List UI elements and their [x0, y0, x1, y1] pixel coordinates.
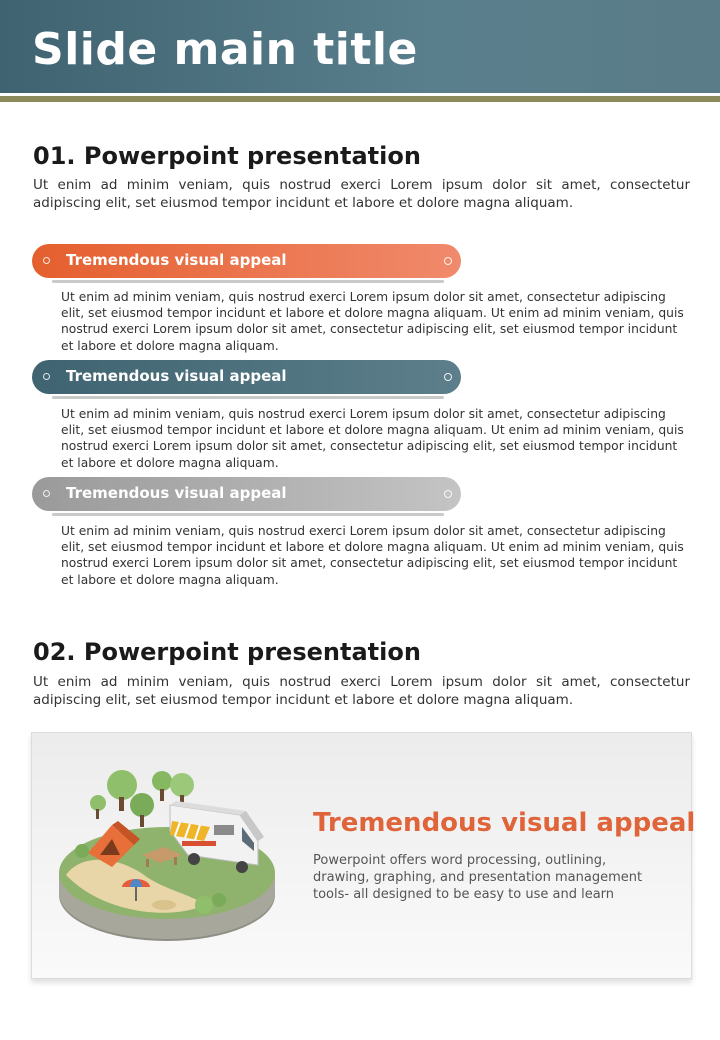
camping-rv-island-illustration [54, 755, 304, 945]
item-2-body: Ut enim ad minim veniam, quis nostrud exerci Lorem ipsum dolor sit amet, consectetur adipiscing elit, set eiusmod tempor incidunt et labore et dolore magna aliquam. Ut enim ad minim veniam, quis nostrud exerci Lorem ipsum dolor sit amet, consectetur adipiscing elit, set eiusmod tempor incidunt et labore et dolore magna aliquam. [61, 407, 684, 470]
section-1-body: Ut enim ad minim veniam, quis nostrud exerci Lorem ipsum dolor sit amet, consectetur adipiscing elit, set eiusmod tempor incidunt et labore et dolore magna aliquam. [33, 177, 690, 211]
item-3-label: Tremendous visual appeal [66, 484, 287, 502]
card-body: Powerpoint offers word processing, outlining, drawing, graphing, and presentation management tools- all designed to be easy to use and learn [313, 853, 643, 902]
section-1-title: 01. Powerpoint presentation [33, 142, 421, 170]
item-3-body: Ut enim ad minim veniam, quis nostrud exerci Lorem ipsum dolor sit amet, consectetur adipiscing elit, set eiusmod tempor incidunt et labore et dolore magna aliquam. Ut enim ad minim veniam, quis nostrud exerci Lorem ipsum dolor sit amet, consectetur adipiscing elit, set eiusmod tempor incidunt et labore et dolore magna aliquam. [61, 524, 684, 587]
item-1-label: Tremendous visual appeal [66, 251, 287, 269]
section-2-title: 02. Powerpoint presentation [33, 638, 421, 666]
title-banner [0, 0, 720, 93]
item-2-banner [32, 360, 461, 394]
ring-dot-icon [444, 257, 452, 265]
item-3-banner [32, 477, 461, 511]
ring-dot-icon [444, 490, 452, 498]
section-2-body: Ut enim ad minim veniam, quis nostrud exerci Lorem ipsum dolor sit amet, consectetur adipiscing elit, set eiusmod tempor incidunt et labore et dolore magna aliquam. [33, 674, 690, 708]
feature-card [31, 732, 696, 979]
card-title: Tremendous visual appeal [313, 808, 696, 838]
banner-shadow [52, 396, 444, 399]
item-1-body: Ut enim ad minim veniam, quis nostrud exerci Lorem ipsum dolor sit amet, consectetur adipiscing elit, set eiusmod tempor incidunt et labore et dolore magna aliquam. Ut enim ad minim veniam, quis nostrud exerci Lorem ipsum dolor sit amet, consectetur adipiscing elit, set eiusmod tempor incidunt et labore et dolore magna aliquam. [61, 290, 684, 353]
ring-dot-icon [444, 373, 452, 381]
banner-shadow [52, 280, 444, 283]
bullet-dot-icon [43, 257, 50, 264]
bullet-dot-icon [43, 373, 50, 380]
bullet-dot-icon [43, 490, 50, 497]
slide-title: Slide main title [32, 24, 418, 75]
item-2-label: Tremendous visual appeal [66, 367, 287, 385]
item-1-banner [32, 244, 461, 278]
accent-rule [0, 96, 720, 102]
banner-shadow [52, 513, 444, 516]
